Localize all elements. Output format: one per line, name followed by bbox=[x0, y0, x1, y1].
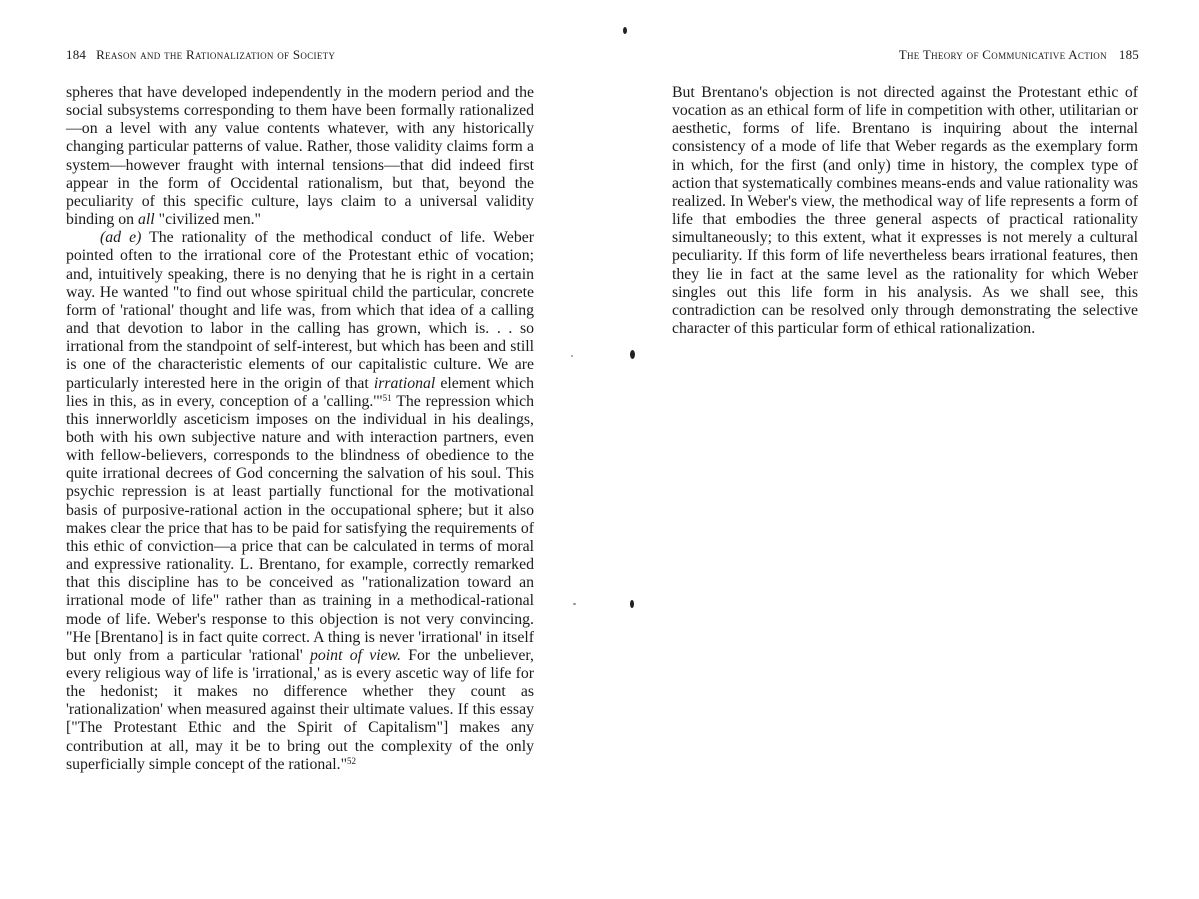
right-body-text bbox=[672, 84, 1138, 338]
section-label-ad-e: (ad e) bbox=[100, 229, 142, 247]
left-paragraph-2-part-a: The rationality of the methodical conduct of life. Weber pointed often to the irrational core of the Protestant ethic of vocation; and, intuitively speaking, there is no denying that he is right in a certain way. He wanted "to find out whose spiritual child the particular, concrete form of 'rational' thought and life was, from which that idea of a calling and that devotion to labor in the calling has grown, which is. . . so irrational from the standpoint of self-interest, but which has been and still is one of the characteristic elements of our capitalistic culture. We are particularly interested here in the origin of that bbox=[66, 229, 534, 392]
left-paragraph-2 bbox=[66, 229, 534, 774]
scan-speck bbox=[571, 355, 573, 357]
emphasis-irrational: irrational bbox=[373, 374, 436, 392]
left-paragraph-1-text: spheres that have developed independently in the modern period and the social subsystems corresponding to them have been formally rationalized—on a level with any value contents whatever, with any historically changing particular patterns of value. Rather, those validity claims form a system—however fraught with internal tensions—that did indeed first appear in the form of Occidental rationalism, but that, beyond the peculiarity of this specific culture, lays claim to a universal validity binding on bbox=[66, 84, 534, 229]
left-paragraph-1 bbox=[66, 84, 534, 229]
left-paragraph-2-part-c: The repression which this innerworldly asceticism imposes on the individual in his dealings, both with his own subjective nature and with interaction partners, even with fellow-believers, corresponds to the blindness of obedience to the quite irrational decrees of God concerning the salvation of his soul. This psychic repression is at least partially functional for the motivational basis of purposive-rational action in the occupational sphere; but it also makes clear the price that has to be paid for satisfying the requirements of this ethic of conviction—a price that can be calculated in terms of moral and expressive rationality. L. Brentano, for example, correctly remarked that this discipline has to be conceived as "rationalization toward an irrational mode of life" rather than as training in a methodical-rational mode of life. Weber's response to this objection is not very convincing. "He [Brentano] is in fact quite correct. A thing is never 'irrational' in itself but only from a particular 'rational' bbox=[66, 392, 534, 664]
scan-speck bbox=[623, 27, 627, 34]
scan-speck bbox=[573, 603, 576, 605]
left-page-number: 184 bbox=[66, 47, 87, 62]
left-running-head bbox=[66, 47, 335, 63]
scan-speck bbox=[630, 350, 635, 359]
right-page-number: 185 bbox=[1118, 47, 1139, 62]
footnote-ref-51: 51 bbox=[382, 392, 392, 403]
right-running-head bbox=[899, 47, 1139, 63]
left-running-title: Reason and the Rationalization of Society bbox=[96, 47, 336, 62]
footnote-ref-52: 52 bbox=[347, 755, 357, 766]
emphasis-point-of-view: point of view. bbox=[309, 646, 401, 664]
left-paragraph-2-part-d: For the unbeliever, every religious way of life is 'irrational,' as is every ascetic way of life for the hedonist; it makes no difference whether they count as 'rationalization' when measured against their ultimate values. If this essay ["The Protestant Ethic and the Spirit of Capitalism"] makes any contribution at all, may it be to bring out the complexity of the only superficially simple concept of the rational." bbox=[66, 646, 534, 773]
left-paragraph-1-end: "civilized men." bbox=[158, 211, 262, 229]
left-paragraph-2-part-b: element which lies in this, as in every, conception of a 'calling.'" bbox=[66, 374, 534, 410]
scan-speck bbox=[630, 600, 634, 608]
left-body-text bbox=[66, 84, 534, 774]
right-page bbox=[600, 0, 1199, 899]
right-paragraph-1: But Brentano's objection is not directed against the Protestant ethic of vocation as an ethical form of life in competition with other, utilitarian or aesthetic, forms of life. Brentano is inquiring about the internal consistency of a mode of life that Weber regards as the exemplary form in which, for the first (and only) time in history, the complex type of action that systematically combines means-ends and value rationality was realized. In Weber's view, the methodical way of life represents a form of life that embodies the three general aspects of practical rationality simultaneously; to this extent, what it expresses is not merely a cultural peculiarity. If this form of life nevertheless bears irrational features, then they lie in fact at the same level as the rationality for which Weber singles out this life form in his analysis. As we shall see, this contradiction can be resolved only through demonstrating the selective character of this particular form of ethical rationalization. bbox=[672, 84, 1138, 338]
left-paragraph-1-emphasis: all bbox=[137, 211, 155, 229]
right-running-title: The Theory of Communicative Action bbox=[898, 47, 1107, 62]
